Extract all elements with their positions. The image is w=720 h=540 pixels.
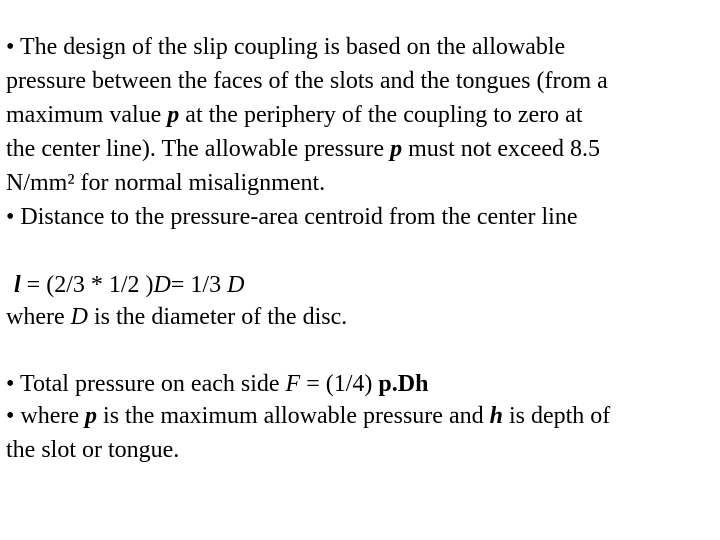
bullet-1-line-5: N/mm² for normal misalignment. xyxy=(6,170,326,196)
text-segment: = (1/4) xyxy=(300,371,379,397)
text-segment: = (2/3 * 1/2 ) xyxy=(20,272,154,298)
where-diameter-line xyxy=(6,300,347,334)
variable-l: l xyxy=(14,272,21,298)
variable-D: D xyxy=(227,272,245,298)
bullet-4-line-1 xyxy=(6,399,610,433)
text-segment: the center line). The allowable pressure xyxy=(6,136,391,162)
text-segment: is the diameter of the disc. xyxy=(87,304,348,330)
text-segment: at the periphery of the coupling to zero at xyxy=(179,102,583,128)
text-segment: • Total pressure on each side xyxy=(6,371,286,397)
bullet-4-line-2: the slot or tongue. xyxy=(6,437,180,463)
variable-F: F xyxy=(285,371,301,397)
text-segment: must not exceed 8.5 xyxy=(402,136,601,162)
text-segment: where xyxy=(6,304,71,330)
variable-p: p xyxy=(85,403,98,429)
text-segment: = 1/3 xyxy=(170,272,228,298)
variable-D: D xyxy=(153,272,171,298)
text-segment: • where xyxy=(6,403,86,429)
expression-pDh: p.Dh xyxy=(378,371,429,397)
variable-h: h xyxy=(489,403,503,429)
bullet-1-line-4 xyxy=(6,132,600,166)
bullet-1-line-1: • The design of the slip coupling is based on the allowable xyxy=(6,34,566,60)
text-segment: is the maximum allowable pressure and xyxy=(97,403,490,429)
text-segment: is depth of xyxy=(502,403,611,429)
bullet-1-line-3 xyxy=(6,98,582,132)
bullet-1-line-2: pressure between the faces of the slots and the tongues (from a xyxy=(6,68,608,94)
bullet-3-line-1 xyxy=(6,367,428,401)
variable-p: p xyxy=(390,136,403,162)
formula-centroid xyxy=(14,268,244,302)
text-segment: maximum value xyxy=(6,102,168,128)
variable-D: D xyxy=(70,304,88,330)
bullet-2-line-1: • Distance to the pressure-area centroid from the center line xyxy=(6,204,578,230)
variable-p: p xyxy=(167,102,180,128)
